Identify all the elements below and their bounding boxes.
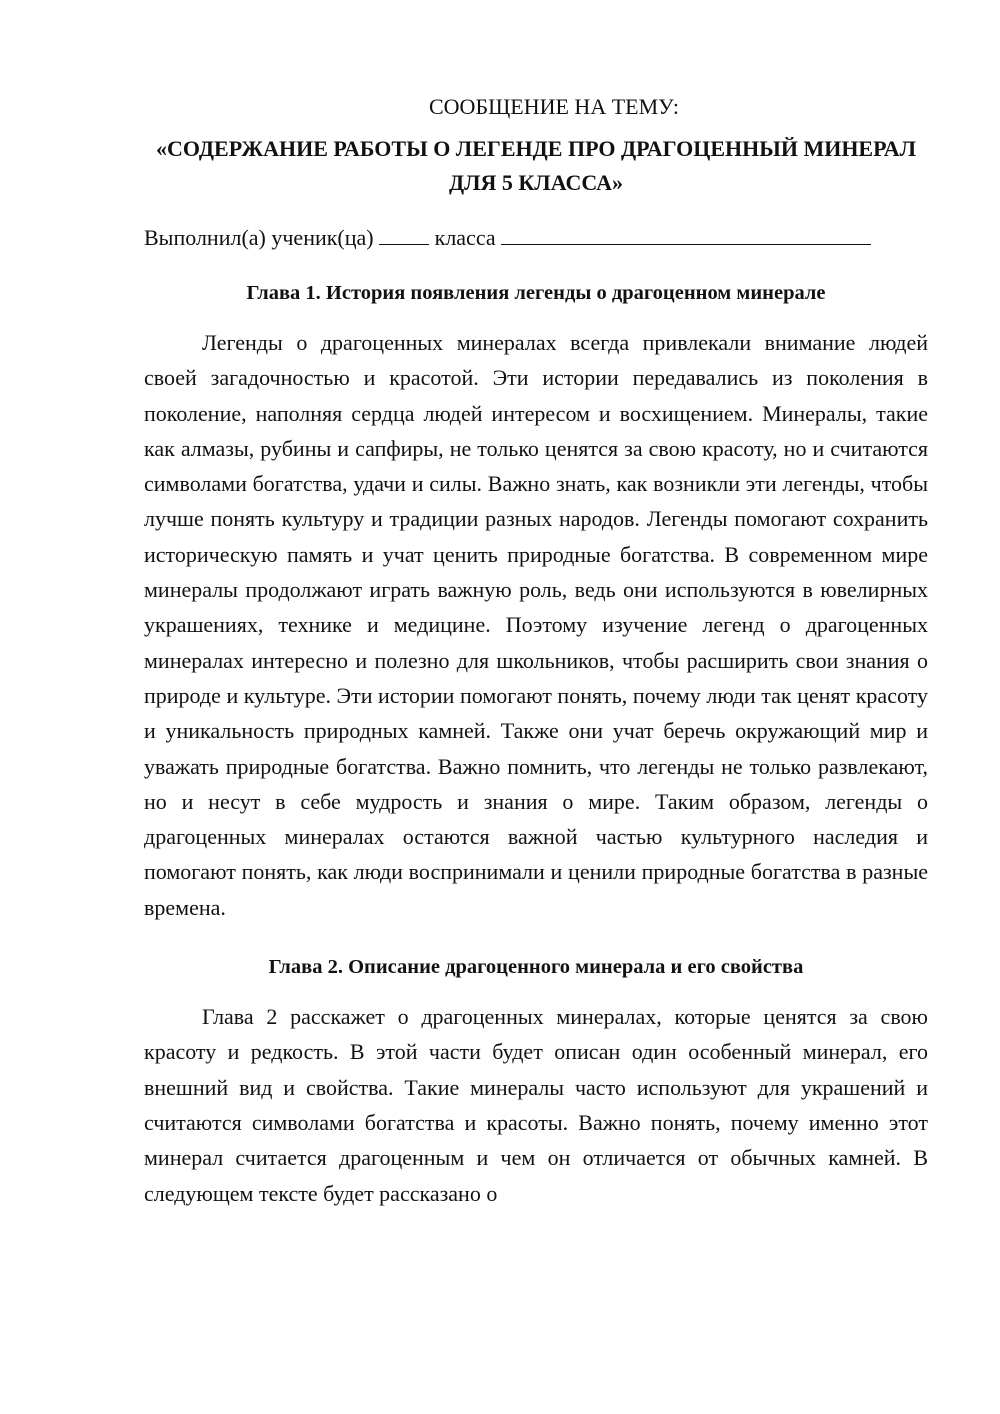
student-name-blank <box>501 220 871 245</box>
chapter-2-heading: Глава 2. Описание драгоценного минерала и его свойства <box>268 956 804 979</box>
byline-performed-by: Выполнил(а) ученик(ца) <box>144 225 374 250</box>
class-number-blank <box>379 220 429 245</box>
topic-line: СООБЩЕНИЕ НА ТЕМУ: <box>429 94 679 119</box>
byline <box>144 220 928 255</box>
chapter-2-text: Глава 2 расскажет о драгоценных минералах, которые ценятся за свою красоту и редкость. В этой части будет описан один особенный минерал, его внешний вид и свойства. Такие минералы часто используют для украшений и считаются символами богатства и красоты. Важно понять, почему именно этот минерал считается драгоценным и чем он отличается от обычных камней. В следующем тексте будет рассказано о <box>144 1004 928 1206</box>
document-title: «СОДЕРЖАНИЕ РАБОТЫ О ЛЕГЕНДЕ ПРО ДРАГОЦЕННЫЙ МИНЕРАЛ ДЛЯ 5 КЛАССА» <box>155 136 917 195</box>
chapter-1-text: Легенды о драгоценных минералах всегда привлекали внимание людей своей загадочностью и красотой. Эти истории передавались из поколения в поколение, наполняя сердца людей интересом и восхищением. Минералы, такие как алмазы, рубины и сапфиры, не только ценятся за свою красоту, но и считаются символами богатства, удачи и силы. Важно знать, как возникли эти легенды, чтобы лучше понять культуру и традиции разных народов. Легенды помогают сохранить историческую память и учат ценить природные богатства. В современном мире минералы продолжают играть важную роль, ведь они используются в ювелирных украшениях, технике и медицине. Поэтому изучение легенд о драгоценных минералах интересно и полезно для школьников, чтобы расширить свои знания о природе и культуре. Эти истории помогают понять, почему люди так ценят красоту и уникальность природных камней. Также они учат беречь окружающий мир и уважать природные богатства. Важно помнить, что легенды не только развлекают, но и несут в себе мудрость и знания о мире. Таким образом, легенды о драгоценных минералах остаются важной частью культурного наследия и помогают понять, как люди воспринимали и ценили природные богатства в разные времена. <box>144 330 928 920</box>
document-page <box>144 88 928 1211</box>
byline-class-word: класса <box>434 225 496 250</box>
chapter-1-heading: Глава 1. История появления легенды о драгоценном минерале <box>246 282 826 304</box>
